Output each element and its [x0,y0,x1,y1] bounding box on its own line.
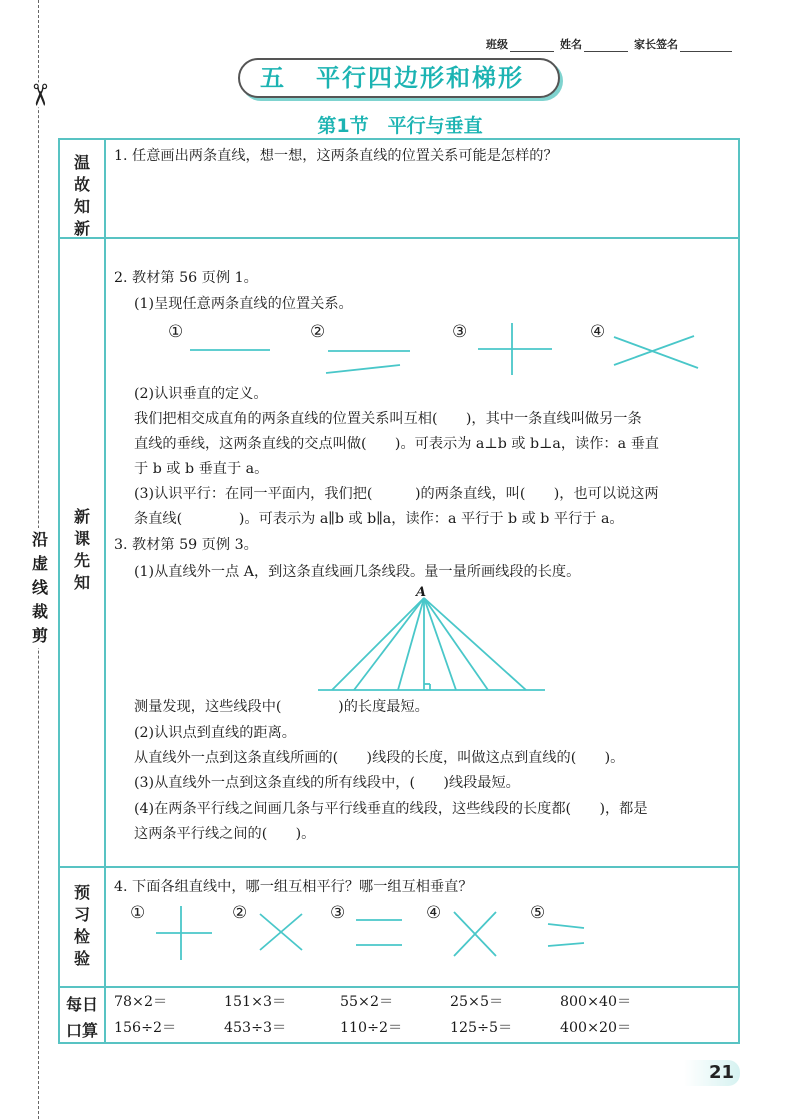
name-label: 姓名 [560,38,582,51]
calc-item: 55×2＝ [340,994,394,1010]
question-2-text: 于 b 或 b 垂直于 a。 [134,461,269,477]
side-label-daily-calc-text: 每日口算 [65,995,98,1040]
scissors-icon: ✂ [21,82,57,108]
question-3-part-4: (4)在两条平行线之间画几条与平行线垂直的线段，这些线段的长度都( )，都是 [134,801,648,817]
question-3-text: 这两条平行线之间的( )。 [134,826,316,842]
question-2-text: 条直线( )。可表示为 a∥b 或 b∥a，读作：a 平行于 b 或 b 平行于 a。 [134,511,624,527]
calc-item: 151×3＝ [224,994,287,1010]
figure-marker: ② [310,322,326,342]
calc-item: 25×5＝ [450,994,504,1010]
side-label-review-text: 温故知新 [74,153,91,238]
question-3-text: 从直线外一点到这条直线所画的( )线段的长度，叫做这点到直线的( )。 [134,750,625,766]
unit-title: 平行四边形和梯形 [316,64,524,92]
q4-marker: ④ [426,903,442,923]
side-label-preview-text: 预习检验 [74,883,91,968]
page-number: 21 [684,1060,740,1086]
q4-figure-5-line [548,943,584,946]
question-2-part-1: (1)呈现任意两条直线的位置关系。 [134,296,353,312]
calc-item: 110÷2＝ [340,1020,403,1036]
section-title: 第1节 平行与垂直 [317,115,483,137]
question-3-part-3: (3)从直线外一点到这条直线的所有线段中，( )线段最短。 [134,775,520,791]
question-2-part-2: (2)认识垂直的定义。 [134,386,268,402]
q4-marker: ① [130,903,146,923]
figure-marker: ④ [590,322,606,342]
question-3-part-1: (1)从直线外一点 A，到这条直线画几条线段。量一量所画线段的长度。 [134,564,581,580]
calc-item: 78×2＝ [114,994,168,1010]
calc-item: 453÷3＝ [224,1020,287,1036]
q4-marker: ② [232,903,248,923]
point-a-label: A [416,585,427,600]
figure-marker: ① [168,322,184,342]
question-3-text: 测量发现，这些线段中( )的长度最短。 [134,699,429,715]
parent-signature-label: 家长签名 [634,38,678,51]
q4-figure-5-line [548,924,584,928]
calc-item: 156÷2＝ [114,1020,177,1036]
question-2-text: 直线的垂线，这两条直线的交点叫做( )。可表示为 a⊥b 或 b⊥a，读作：a 垂直 [134,436,659,452]
unit-number: 五 [260,64,284,92]
class-label: 班级 [486,38,508,51]
segment-from-a [424,598,488,690]
question-3-title: 3. 教材第 59 页例 3。 [114,537,258,553]
q4-marker: ⑤ [530,903,546,923]
side-label-new-lesson-text: 新课先知 [74,507,91,592]
figure-4-line [614,336,694,365]
calc-item: 400×20＝ [560,1020,632,1036]
figure-2-line [326,365,400,373]
question-3-part-2: (2)认识点到直线的距离。 [134,725,296,741]
calc-item: 125÷5＝ [450,1020,513,1036]
figure-marker: ③ [452,322,468,342]
question-2-text: 我们把相交成直角的两条直线的位置关系叫互相( )，其中一条直线叫做另一条 [134,411,642,427]
segment-from-a [354,598,424,690]
cut-instruction: 沿虚线裁剪 [28,528,52,648]
q4-marker: ③ [330,903,346,923]
question-1: 1. 任意画出两条直线，想一想，这两条直线的位置关系可能是怎样的？ [114,148,558,164]
figure-4-line [614,337,698,368]
question-2-part-3: (3)认识平行：在同一平面内，我们把( )的两条直线，叫( )，也可以说这两 [134,486,659,502]
calc-item: 800×40＝ [560,994,632,1010]
question-4-title: 4. 下面各组直线中，哪一组互相平行？哪一组互相垂直？ [114,879,473,895]
question-2-title: 2. 教材第 56 页例 1。 [114,270,258,286]
